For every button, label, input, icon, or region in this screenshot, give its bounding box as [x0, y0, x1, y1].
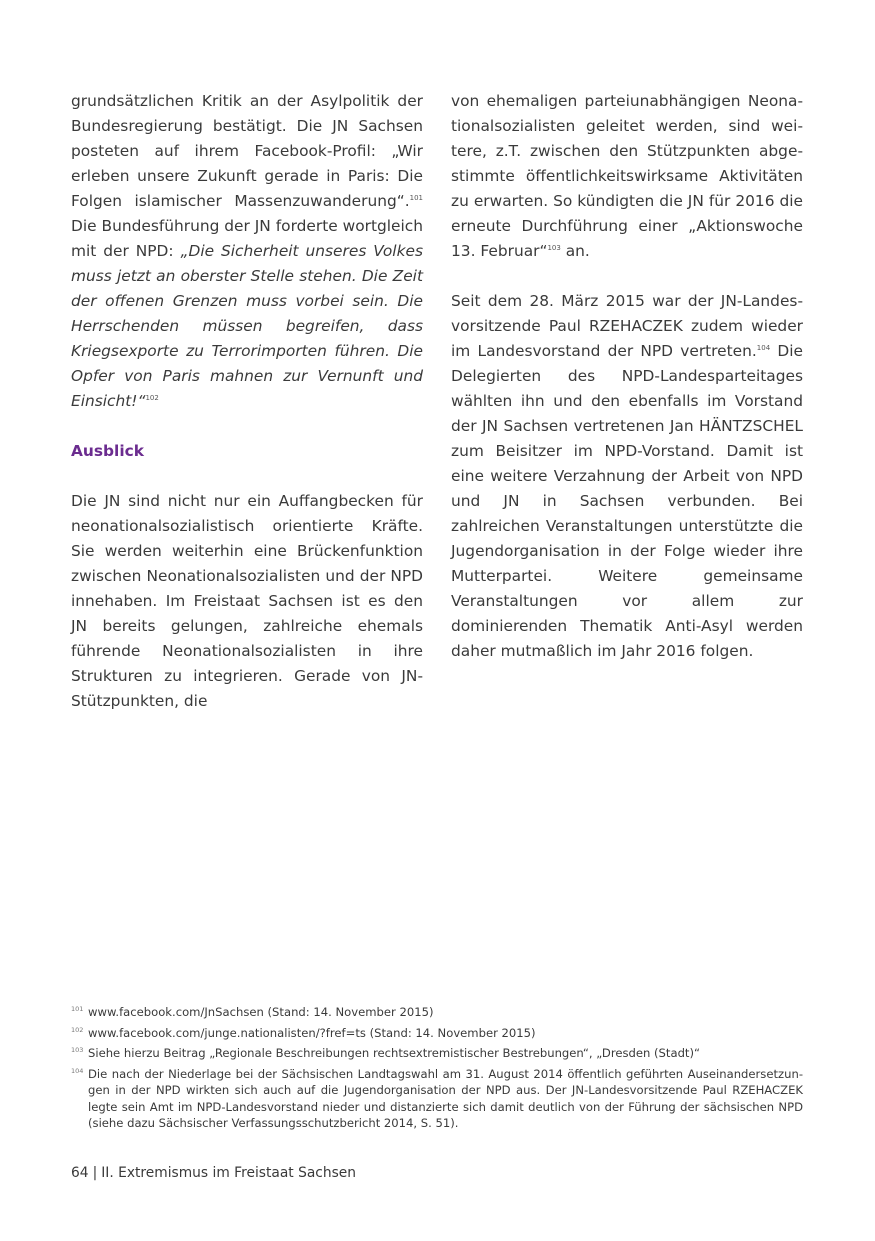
- footnote-104: [71, 1066, 803, 1132]
- footnote-text: www.facebook.com/junge.nationalisten/?fref=ts (Stand: 14. November 2015): [88, 1025, 536, 1040]
- right-paragraph-2: [451, 289, 803, 664]
- footnote-ref-102[interactable]: 102: [145, 393, 159, 402]
- footnote-101: [71, 1004, 803, 1021]
- footnote-number: 103: [71, 1046, 84, 1054]
- footnote-ref-101[interactable]: 101: [409, 193, 423, 202]
- right-paragraph-2-text-cont: Die Delegierten des NPD-Landesparteitages wählten ihn und den ebenfalls im Vorstand der JN Sachsen vertretenen Jan HÄNTZSCHEL zum Beisitzer im NPD-Vorstand. Damit ist eine weitere Verzahnung der Arbeit von NPD und JN in Sachsen verbunden. Bei zahlreichen Veranstaltungen unterstützte die Jugendorganisation in der Folge wieder ihre Mutterpartei. Weitere gemeinsame Veranstaltungen vor allem zur dominierenden Thematik Anti-Asyl werden daher mutmaßlich im Jahr 2016 folgen.: [451, 342, 803, 660]
- page-number: 64: [71, 1165, 89, 1181]
- footnote-text: Siehe hierzu Beitrag „Regionale Beschreibungen rechtsextremistischer Bestrebungen“, „Dresden (Stadt)“: [88, 1046, 701, 1060]
- footnote-text: Die nach der Niederlage bei der Sächsischen Landtagswahl am 31. August 2014 öffentlich geführten Auseinandersetzungen in der NPD wirkten sich auch auf die Jugendorganisation der NPD aus. Der JN-Landesvorsitzende Paul RZEHACZEK legte sein Amt im NPD-Landesvorstand nieder und distanzierte sich damit deutlich von der Führung der sächsischen NPD (siehe dazu Sächsischer Verfassungsschutzbericht 2014, S. 51).: [88, 1066, 803, 1130]
- footnote-number: 101: [71, 1005, 84, 1013]
- footer-separator: |: [92, 1165, 98, 1181]
- footnotes: [71, 1004, 803, 1136]
- section-title: II. Extremismus im Freistaat Sachsen: [101, 1165, 357, 1181]
- left-paragraph-2: Die JN sind nicht nur ein Auffangbecken für neonationalsozialistisch orientierte Kräfte. Sie werden weiterhin eine Brückenfunktion zwischen Neonationalsozialisten und der NPD innehaben. Im Freistaat Sachsen ist es den JN bereits gelungen, zahlreiche ehemals führende Neonationalsozialisten in ihre Strukturen zu integrieren. Gerade von JN-Stützpunkten, die: [71, 492, 423, 710]
- page-footer: [71, 1165, 356, 1181]
- right-column: [451, 89, 803, 664]
- left-paragraph-1-text: grundsätzlichen Kritik an der Asylpolitik der Bundesregierung bestätigt. Die JN Sachsen posteten auf ihrem Facebook-Profil: „Wir erleben unsere Zukunft gerade in Paris: Die Folgen islamischer Massenzuwanderung“.: [71, 92, 423, 210]
- footnote-number: 104: [71, 1066, 84, 1075]
- right-paragraph-1: [451, 89, 803, 264]
- footnote-ref-103[interactable]: 103: [547, 243, 561, 252]
- right-paragraph-2-text: Seit dem 28. März 2015 war der JN-Landesvorsitzende Paul RZEHACZEK zudem wieder im Landesvorstand der NPD vertreten.: [451, 292, 803, 360]
- left-column: [71, 89, 423, 714]
- left-paragraph-1: [71, 89, 423, 414]
- footnote-ref-104[interactable]: 104: [756, 343, 771, 352]
- left-paragraph-1-text-cont: Die Bundesführung der JN forderte wortgleich mit der NPD:: [71, 217, 423, 260]
- footnote-103: [71, 1045, 803, 1062]
- footnote-102: [71, 1025, 803, 1042]
- footnote-number: 102: [71, 1025, 84, 1034]
- right-paragraph-1-text-cont: an.: [560, 242, 590, 260]
- section-heading-ausblick: Ausblick: [71, 442, 144, 460]
- footnote-text: www.facebook.com/JnSachsen (Stand: 14. November 2015): [88, 1005, 434, 1019]
- right-paragraph-1-text: von ehemaligen parteiunabhängigen Neonationalsozialisten geleitet werden, sind weitere, z.T. zwischen den Stützpunkten abgestimmte öffentlichkeitswirksame Aktivitäten zu erwarten. So kündigten die JN für 2016 die erneute Durchführung einer „Aktionswoche 13. Februar“: [451, 92, 803, 260]
- npd-quote: „Die Sicherheit unseres Volkes muss jetzt an oberster Stelle stehen. Die Zeit der offenen Grenzen muss vorbei sein. Die Herrschenden müssen begreifen, dass Kriegsexporte zu Terrorimporten führen. Die Opfer von Paris mahnen zur Vernunft und Einsicht!“: [71, 242, 423, 410]
